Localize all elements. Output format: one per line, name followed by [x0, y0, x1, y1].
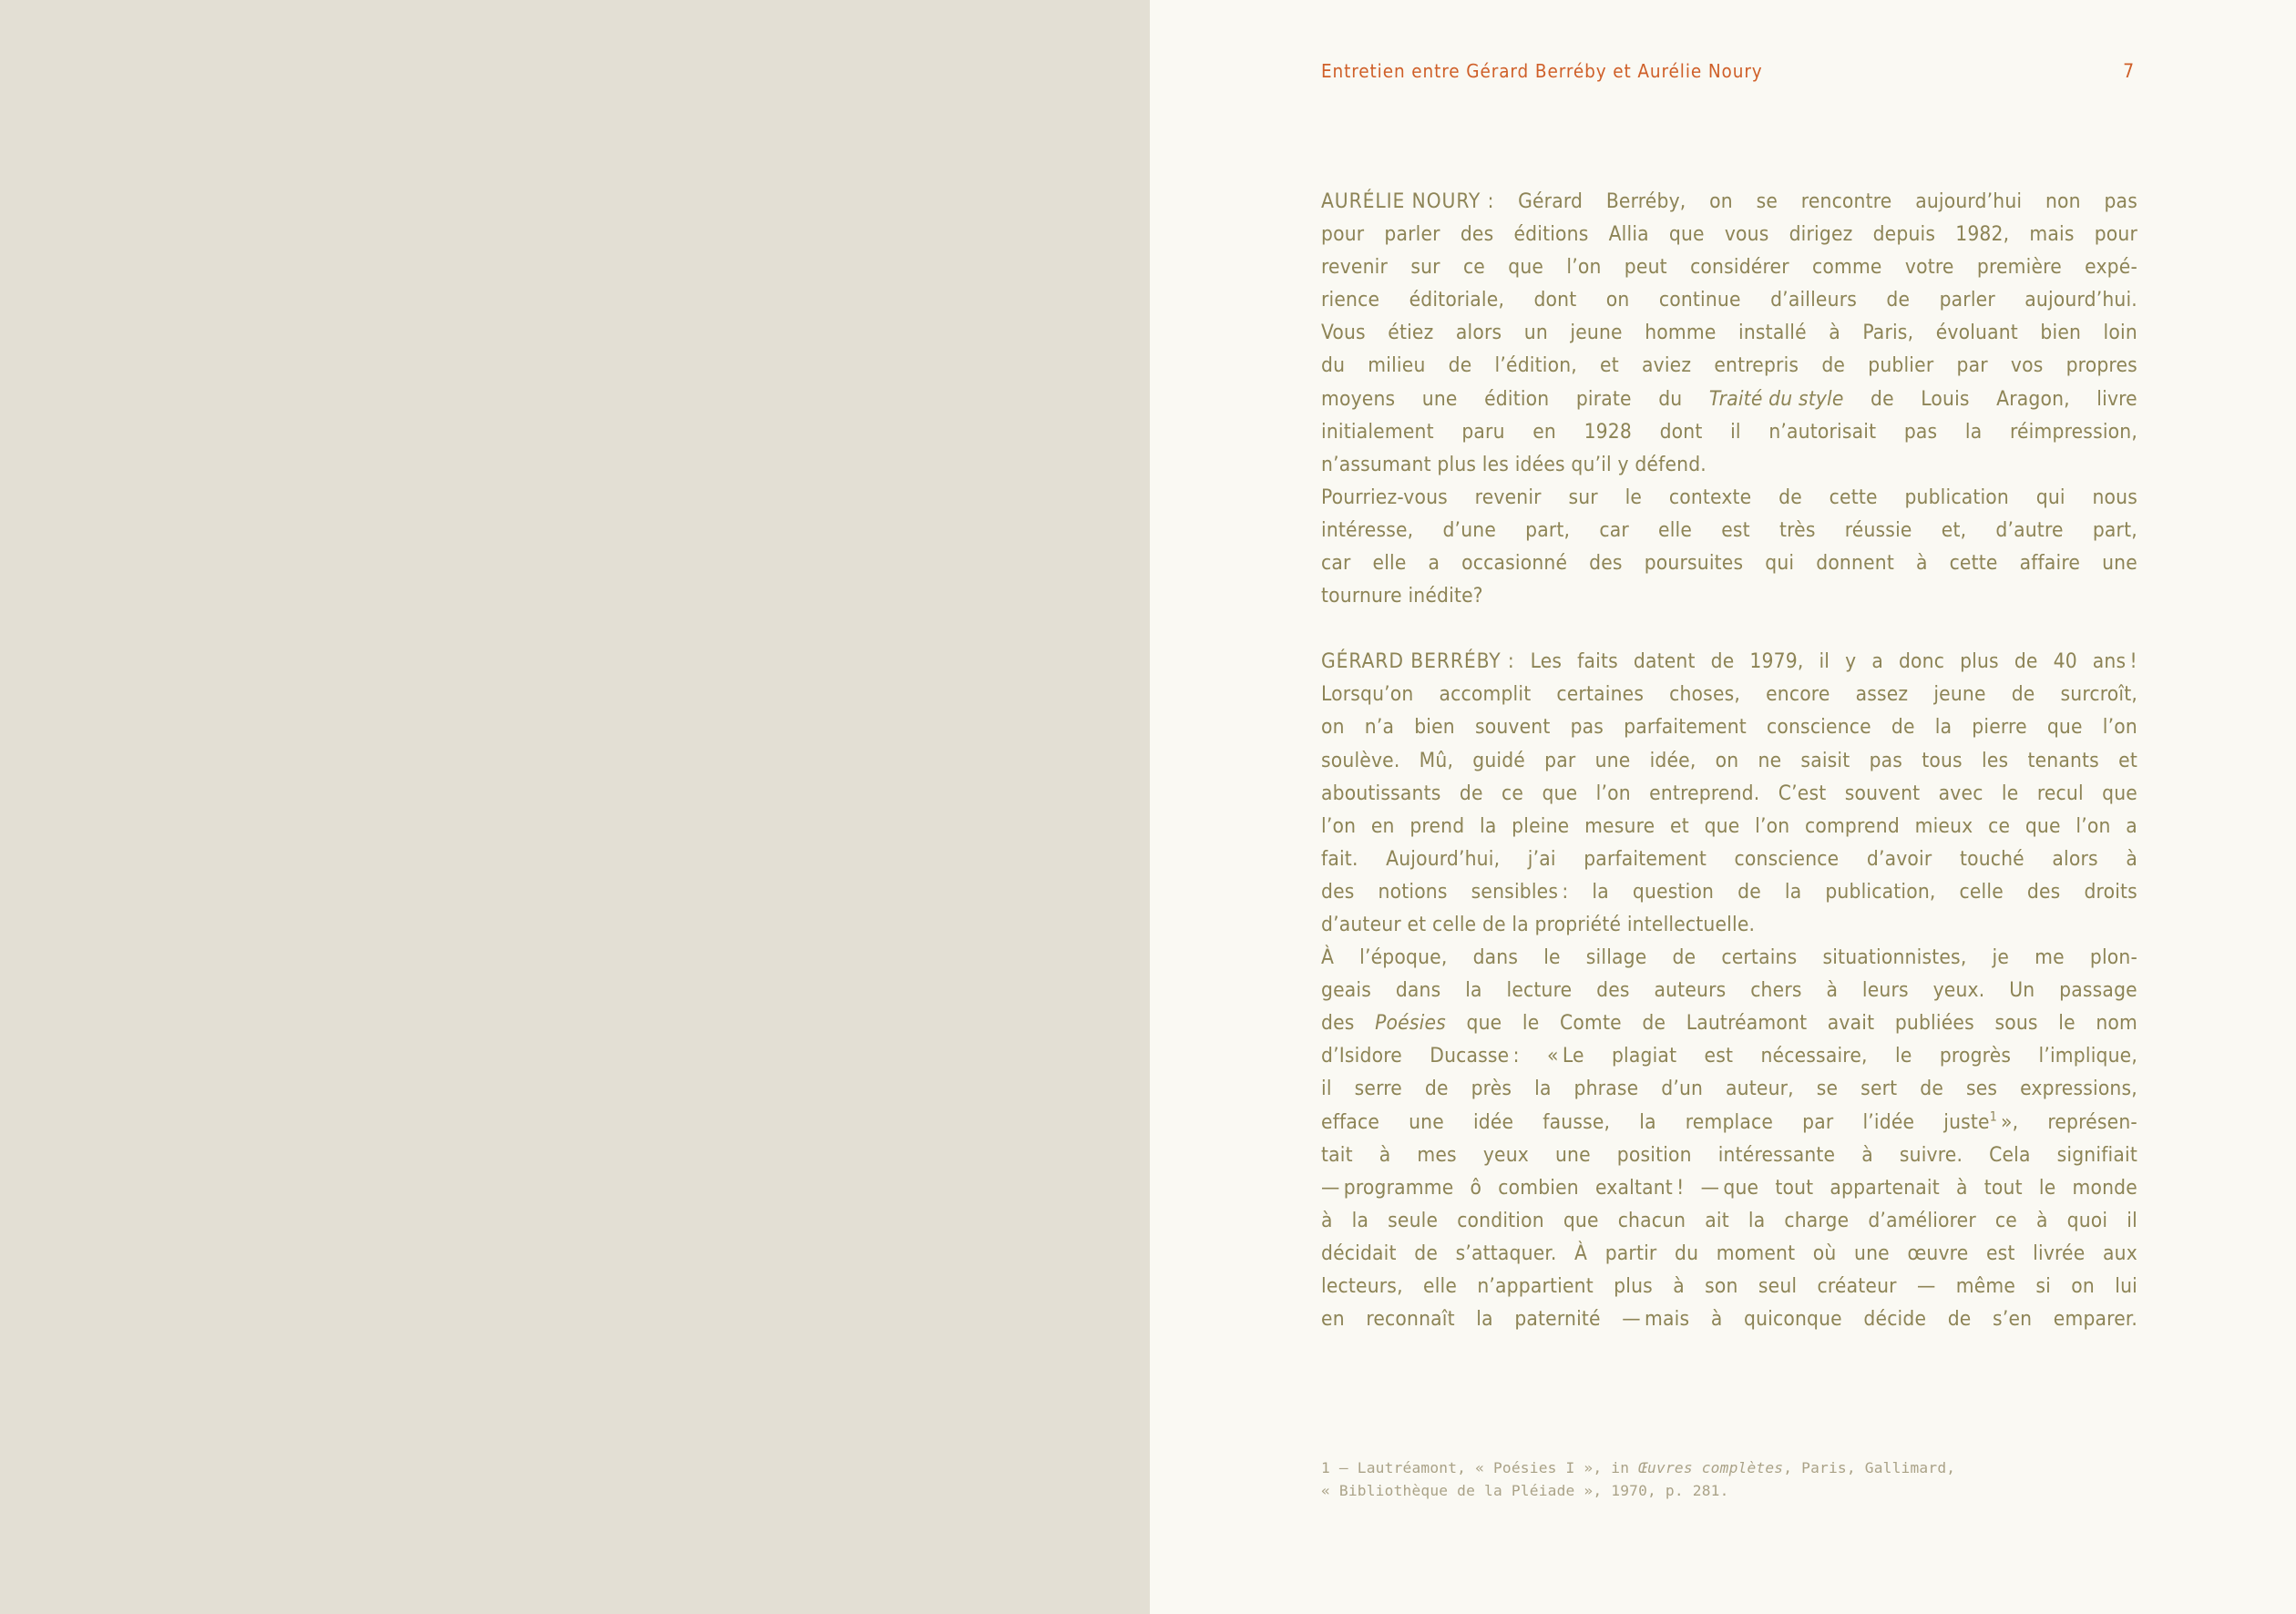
- text-line: tournure inédite?: [1321, 584, 1483, 608]
- text-line: efface une idée fausse, la remplace par l’idée juste$^1$ », représen-: [1321, 1109, 2137, 1134]
- text-line: il serre de près la phrase d’un auteur, se sert de ses expressions,: [1321, 1077, 2137, 1101]
- text-line: du milieu de l’édition, et aviez entrepris de publier par vos propres: [1321, 353, 2137, 378]
- text-line: AURÉLIE NOURY : Gérard Berréby, on se rencontre aujourd’hui non pas: [1321, 189, 2137, 213]
- text-line: à la seule condition que chacun ait la charge d’améliorer ce à quoi il: [1321, 1208, 2137, 1232]
- text-line: car elle a occasionné des poursuites qui donnent à cette affaire une: [1321, 551, 2137, 576]
- paragraph-aurelie-noury: [1321, 185, 2137, 612]
- paragraph-spacer: [1321, 612, 2137, 645]
- text-line: Pourriez-vous revenir sur le contexte de cette publication qui nous: [1321, 485, 2137, 509]
- text-line: Lorsqu’on accomplit certaines choses, encore assez jeune de surcroît,: [1321, 682, 2137, 707]
- text-line: fait. Aujourd’hui, j’ai parfaitement conscience d’avoir touché alors à: [1321, 846, 2137, 871]
- paragraph-gerard-berreby: [1321, 645, 2137, 1335]
- text-line: décidait de s’attaquer. À partir du moment où une œuvre est livrée aux: [1321, 1241, 2137, 1265]
- text-line: des Poésies que le Comte de Lautréamont avait publiées sous le nom: [1321, 1011, 2137, 1036]
- text-line: tait à mes yeux une position intéressante à suivre. Cela signifiait: [1321, 1142, 2137, 1167]
- text-line: n’assumant plus les idées qu’il y défend.: [1321, 452, 1707, 476]
- text-line: GÉRARD BERRÉBY : Les faits datent de 1979, il y a donc plus de 40 ans !: [1321, 649, 2137, 674]
- running-head-title: Entretien entre Gérard Berréby et Aurélie Noury: [1321, 60, 1763, 82]
- body-text: [1321, 185, 2137, 1335]
- footnote-reference[interactable]: 1: [1989, 1109, 1997, 1124]
- text-line: en reconnaît la paternité — mais à quiconque décide de s’en emparer.: [1321, 1307, 2137, 1332]
- running-head: [1321, 60, 2135, 82]
- text-line: lecteurs, elle n’appartient plus à son seul créateur — même si on lui: [1321, 1274, 2137, 1298]
- text-line: intéresse, d’une part, car elle est très réussie et, d’autre part,: [1321, 517, 2137, 542]
- footnote-line: « Bibliothèque de la Pléiade », 1970, p. 281.: [1321, 1482, 1729, 1499]
- text-line: — programme ô combien exaltant ! — que tout appartenait à tout le monde: [1321, 1175, 2137, 1200]
- text-line: initialement paru en 1928 dont il n’autorisait pas la réimpression,: [1321, 419, 2137, 444]
- footnote-italic-title: Œuvres complètes: [1638, 1459, 1784, 1476]
- text-line: Vous étiez alors un jeune homme installé à Paris, évoluant bien loin: [1321, 321, 2137, 345]
- text-line: on n’a bien souvent pas parfaitement conscience de la pierre que l’on: [1321, 715, 2137, 740]
- text-line: À l’époque, dans le sillage de certains situationnistes, je me plon-: [1321, 945, 2137, 970]
- footnote-block: [1321, 1456, 2137, 1502]
- text-line: l’on en prend la pleine mesure et que l’on comprend mieux ce que l’on a: [1321, 813, 2137, 838]
- text-line: geais dans la lecture des auteurs chers à leurs yeux. Un passage: [1321, 978, 2137, 1003]
- text-line: revenir sur ce que l’on peut considérer comme votre première expé-: [1321, 255, 2137, 280]
- text-line: d’auteur et celle de la propriété intellectuelle.: [1321, 912, 1756, 936]
- footnote-line: 1 — Lautréamont, « Poésies I », in Œuvres complètes, Paris, Gallimard,: [1321, 1459, 1956, 1476]
- text-line: soulève. Mû, guidé par une idée, on ne saisit pas tous les tenants et: [1321, 748, 2137, 772]
- page-number: 7: [2123, 60, 2135, 82]
- text-line: rience éditoriale, dont on continue d’ailleurs de parler aujourd’hui.: [1321, 288, 2137, 312]
- text-line: aboutissants de ce que l’on entreprend. C’est souvent avec le recul que: [1321, 781, 2137, 805]
- text-line: pour parler des éditions Allia que vous dirigez depuis 1982, mais pour: [1321, 222, 2137, 247]
- right-text-page: [1150, 0, 2296, 1614]
- text-line: des notions sensibles : la question de la publication, celle des droits: [1321, 879, 2137, 904]
- text-line: moyens une édition pirate du Traité du style de Louis Aragon, livre: [1321, 386, 2137, 411]
- text-line: d’Isidore Ducasse : « Le plagiat est nécessaire, le progrès l’implique,: [1321, 1044, 2137, 1068]
